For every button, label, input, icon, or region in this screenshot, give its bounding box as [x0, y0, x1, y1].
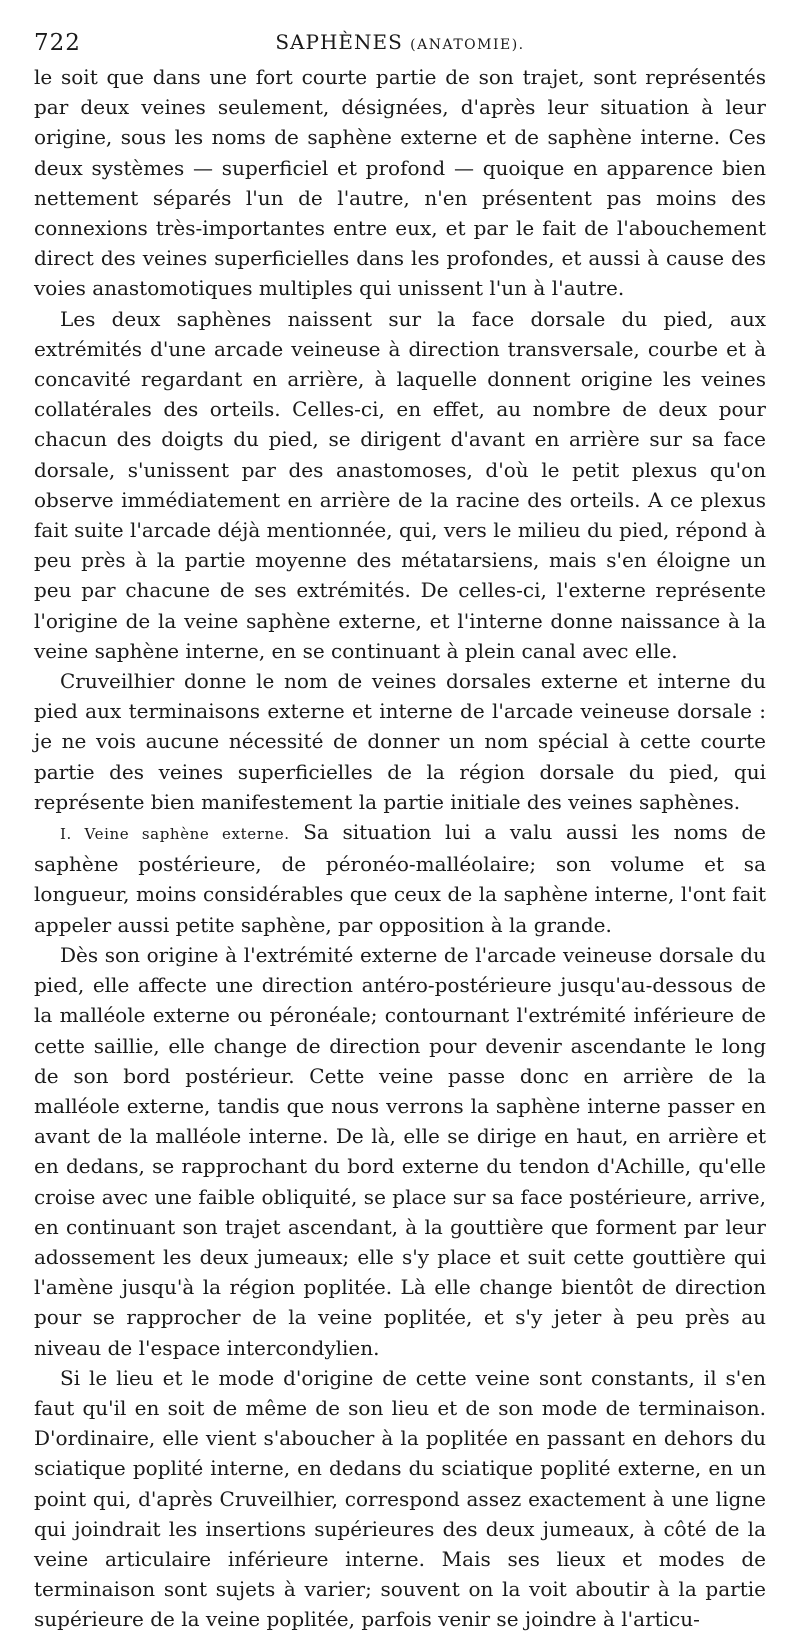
paragraph-3: Cruveilhier donne le nom de veines dorsales externe et interne du pied aux terminaisons externe et interne de l'arcade veineuse dorsale : je ne vois aucune nécessité de donner un nom spécial à cette courte partie des veines superficielles de la région dorsale du pied, qui représente bien manifestement la partie initiale des veines saphènes.: [34, 669, 766, 814]
paragraph-5: Dès son origine à l'extrémité externe de l'arcade veineuse dorsale du pied, elle affecte une direction antéro-postérieure jusqu'au-dessous de la malléole externe ou péronéale; contournant l'extrémité inférieure de cette saillie, elle change de direction pour devenir ascendante le long de son bord postérieur. Cette veine passe donc en arrière de la malléole externe, tandis que nous verrons la saphène interne passer en avant de la malléole interne. De là, elle se dirige en haut, en arrière et en dedans, se rapprochant du bord externe du tendon d'Achille, qu'elle croise avec une faible obliquité, se place sur sa face postérieure, arrive, en continuant son trajet ascendant, à la gouttière que forment par leur adossement les deux jumeaux; elle s'y place et suit cette gouttière qui l'amène jusqu'à la région poplitée. Là elle change bientôt de direction pour se rapprocher de la veine poplitée, et s'y jeter à peu près au niveau de l'espace intercondylien.: [34, 942, 766, 1360]
paragraph-2: Les deux saphènes naissent sur la face dorsale du pied, aux extrémités d'une arcade veineuse à direction transversale, courbe et à concavité regardant en arrière, à laquelle donnent origine les veines collatérales des orteils. Celles-ci, en effet, au nombre de deux pour chacun des doigts du pied, se dirigent d'avant en arrière sur sa face dorsale, s'unissent par des anastomoses, d'où le petit plexus qu'on observe immédiatement en arrière de la racine des orteils. A ce plexus fait suite l'arcade déjà mentionnée, qui, vers le milieu du pied, répond à peu près à la partie moyenne des métatarsiens, mais s'en éloigne un peu par chacune de ses extrémités. De celles-ci, l'externe représente l'origine de la veine saphène externe, et l'interne donne naissance à la veine saphène interne, en se continuant à plein canal avec elle.: [34, 306, 766, 663]
page-number: 722: [34, 30, 81, 56]
paragraph-4-text: Sa situation lui a valu aussi les noms de saphène postérieure, de péronéo-malléolaire; son volume et sa longueur, moins considérables que ceux de la saphène interne, l'ont fait appeler aussi petite saphène, par opposition à la grande.: [34, 820, 767, 937]
paragraph-6: Si le lieu et le mode d'origine de cette veine sont constants, il s'en faut qu'il en soit de même de son lieu et de son mode de terminaison. D'ordinaire, elle vient s'aboucher à la poplitée en passant en dehors du sciatique poplité interne, en dedans du sciatique poplité externe, en un point qui, d'après Cruveilhier, correspond assez exactement à une ligne qui joindrait les insertions supérieures des deux jumeaux, à côté de la veine articulaire inférieure interne. Mais ses lieux et modes de terminaison sont sujets à varier; souvent on la voit aboutir à la partie supérieure de la veine poplitée, parfois venir se joindre à l'articu-: [34, 1365, 766, 1632]
running-title: [34, 30, 766, 54]
section-heading: I. Veine saphène externe.: [60, 825, 290, 844]
running-header: [34, 26, 766, 62]
title-main: SAPHÈNES: [275, 30, 403, 54]
title-subtitle: (ANATOMIE).: [410, 37, 525, 53]
body-text: [34, 62, 766, 1635]
paragraph-4: [34, 817, 766, 940]
paragraph-1: le soit que dans une fort courte partie de son trajet, sont représentés par deux veines seulement, désignées, d'après leur situation à leur origine, sous les noms de saphène externe et de saphène interne. Ces deux systèmes — superficiel et profond — quoique en apparence bien nettement séparés l'un de l'autre, n'en présentent pas moins des connexions très-importantes entre eux, et par le fait de l'abouchement direct des veines superficielles dans les profondes, et aussi à cause des voies anastomotiques multiples qui unissent l'un à l'autre.: [34, 65, 766, 301]
